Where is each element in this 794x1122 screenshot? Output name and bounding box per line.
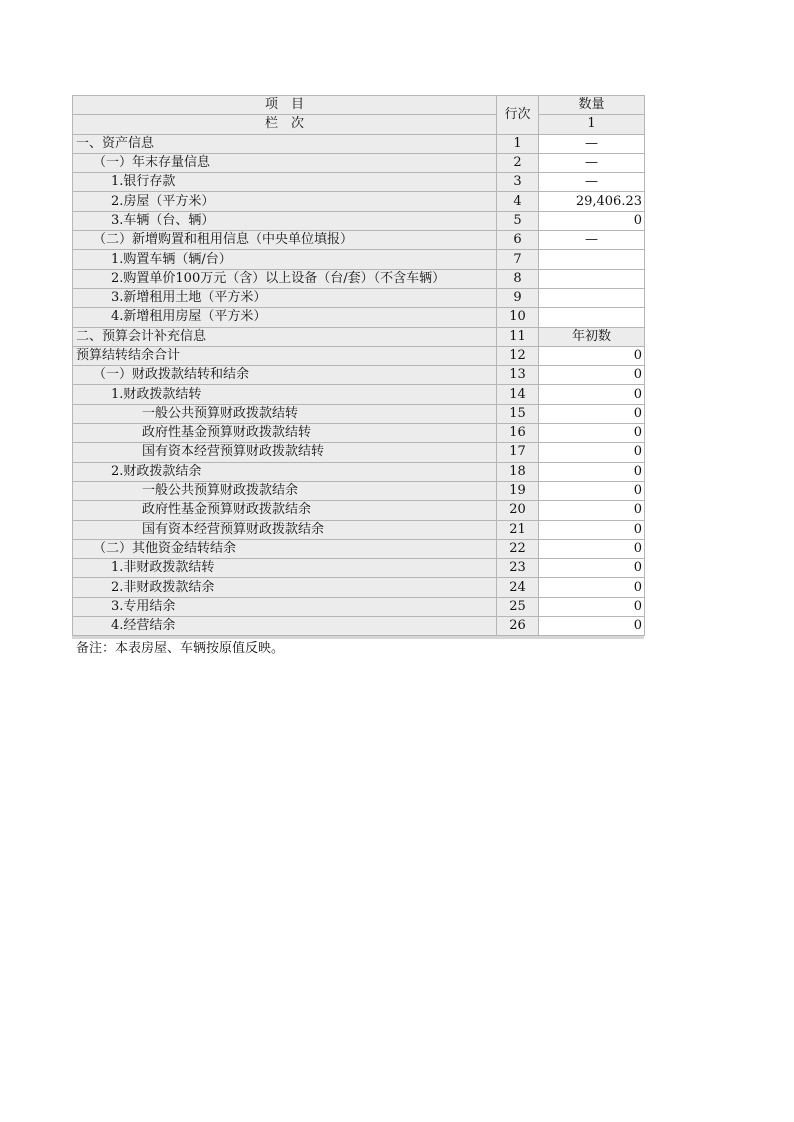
row-label: 一般公共预算财政拨款结余 <box>73 481 497 500</box>
row-number: 13 <box>497 366 539 385</box>
table-row <box>73 385 645 404</box>
row-number: 10 <box>497 308 539 327</box>
table-row <box>73 597 645 616</box>
table-row <box>73 308 645 327</box>
header-quantity-col-no: 1 <box>539 115 645 134</box>
row-number: 9 <box>497 288 539 307</box>
row-label: 政府性基金预算财政拨款结余 <box>73 501 497 520</box>
row-number: 26 <box>497 617 539 636</box>
row-value: 0 <box>539 481 645 500</box>
row-label: 1.非财政拨款结转 <box>73 559 497 578</box>
row-label: （二）新增购置和租用信息（中央单位填报） <box>73 231 497 250</box>
row-label: 2.购置单价100万元（含）以上设备（台/套）（不含车辆） <box>73 269 497 288</box>
row-label: 国有资本经营预算财政拨款结转 <box>73 443 497 462</box>
row-label: 2.房屋（平方米） <box>73 192 497 211</box>
table-row <box>73 520 645 539</box>
row-number: 22 <box>497 539 539 558</box>
row-number: 19 <box>497 481 539 500</box>
row-value: 0 <box>539 366 645 385</box>
asset-budget-table <box>72 95 645 636</box>
row-label: 2.财政拨款结余 <box>73 462 497 481</box>
row-value <box>539 308 645 327</box>
row-number: 7 <box>497 250 539 269</box>
row-value: 29,406.23 <box>539 192 645 211</box>
table-header-row <box>73 96 645 115</box>
table-body <box>73 134 645 636</box>
row-value: 0 <box>539 424 645 443</box>
row-value: 0 <box>539 211 645 230</box>
row-label: （二）其他资金结转结余 <box>73 539 497 558</box>
table-row <box>73 366 645 385</box>
row-number: 1 <box>497 134 539 153</box>
row-number: 23 <box>497 559 539 578</box>
row-number: 3 <box>497 173 539 192</box>
row-value: 0 <box>539 617 645 636</box>
table-row <box>73 346 645 365</box>
table-row <box>73 269 645 288</box>
table-row <box>73 501 645 520</box>
row-number: 4 <box>497 192 539 211</box>
row-value: 0 <box>539 346 645 365</box>
table-row <box>73 288 645 307</box>
table-row <box>73 539 645 558</box>
row-value: 0 <box>539 539 645 558</box>
table-row <box>73 327 645 346</box>
row-number: 8 <box>497 269 539 288</box>
row-number: 14 <box>497 385 539 404</box>
header-column: 栏 次 <box>73 115 497 134</box>
row-value: 0 <box>539 559 645 578</box>
row-label: 1.银行存款 <box>73 173 497 192</box>
table-row <box>73 173 645 192</box>
table-row <box>73 250 645 269</box>
row-label: 一、资产信息 <box>73 134 497 153</box>
row-value: — <box>539 153 645 172</box>
row-value: 年初数 <box>539 327 645 346</box>
row-label: 预算结转结余合计 <box>73 346 497 365</box>
table-row <box>73 424 645 443</box>
row-value: 0 <box>539 462 645 481</box>
row-number: 16 <box>497 424 539 443</box>
row-number: 21 <box>497 520 539 539</box>
row-value: 0 <box>539 443 645 462</box>
row-number: 20 <box>497 501 539 520</box>
row-number: 11 <box>497 327 539 346</box>
table-row <box>73 578 645 597</box>
row-value: 0 <box>539 597 645 616</box>
table-row <box>73 211 645 230</box>
row-value: — <box>539 134 645 153</box>
table-row <box>73 462 645 481</box>
row-label: 3.专用结余 <box>73 597 497 616</box>
row-label: 二、预算会计补充信息 <box>73 327 497 346</box>
row-label: 4.新增租用房屋（平方米） <box>73 308 497 327</box>
table-row <box>73 231 645 250</box>
row-label: （一）财政拨款结转和结余 <box>73 366 497 385</box>
row-value: — <box>539 231 645 250</box>
row-number: 12 <box>497 346 539 365</box>
row-label: 4.经营结余 <box>73 617 497 636</box>
table-row <box>73 192 645 211</box>
table-row <box>73 617 645 636</box>
table-row <box>73 481 645 500</box>
row-number: 17 <box>497 443 539 462</box>
table-note: 备注：本表房屋、车辆按原值反映。 <box>76 641 285 656</box>
row-label: 3.新增租用土地（平方米） <box>73 288 497 307</box>
row-label: 2.非财政拨款结余 <box>73 578 497 597</box>
row-number: 24 <box>497 578 539 597</box>
row-value: 0 <box>539 578 645 597</box>
row-label: 一般公共预算财政拨款结转 <box>73 404 497 423</box>
row-value: 0 <box>539 385 645 404</box>
row-value: — <box>539 173 645 192</box>
header-quantity: 数量 <box>539 96 645 115</box>
table-row <box>73 559 645 578</box>
row-label: （一）年末存量信息 <box>73 153 497 172</box>
table-row <box>73 404 645 423</box>
row-value <box>539 269 645 288</box>
header-row-number: 行次 <box>497 96 539 135</box>
row-label: 国有资本经营预算财政拨款结余 <box>73 520 497 539</box>
row-value: 0 <box>539 520 645 539</box>
row-number: 5 <box>497 211 539 230</box>
row-label: 1.财政拨款结转 <box>73 385 497 404</box>
row-label: 政府性基金预算财政拨款结转 <box>73 424 497 443</box>
row-label: 3.车辆（台、辆） <box>73 211 497 230</box>
row-value: 0 <box>539 501 645 520</box>
row-label: 1.购置车辆（辆/台） <box>73 250 497 269</box>
row-value <box>539 288 645 307</box>
table-row <box>73 153 645 172</box>
table-header-row-2 <box>73 115 645 134</box>
table-row <box>73 443 645 462</box>
row-number: 6 <box>497 231 539 250</box>
row-number: 25 <box>497 597 539 616</box>
row-number: 2 <box>497 153 539 172</box>
row-number: 15 <box>497 404 539 423</box>
table-row <box>73 134 645 153</box>
row-number: 18 <box>497 462 539 481</box>
row-value <box>539 250 645 269</box>
asset-budget-table-sheet <box>72 95 645 639</box>
header-item: 项 目 <box>73 96 497 115</box>
row-value: 0 <box>539 404 645 423</box>
